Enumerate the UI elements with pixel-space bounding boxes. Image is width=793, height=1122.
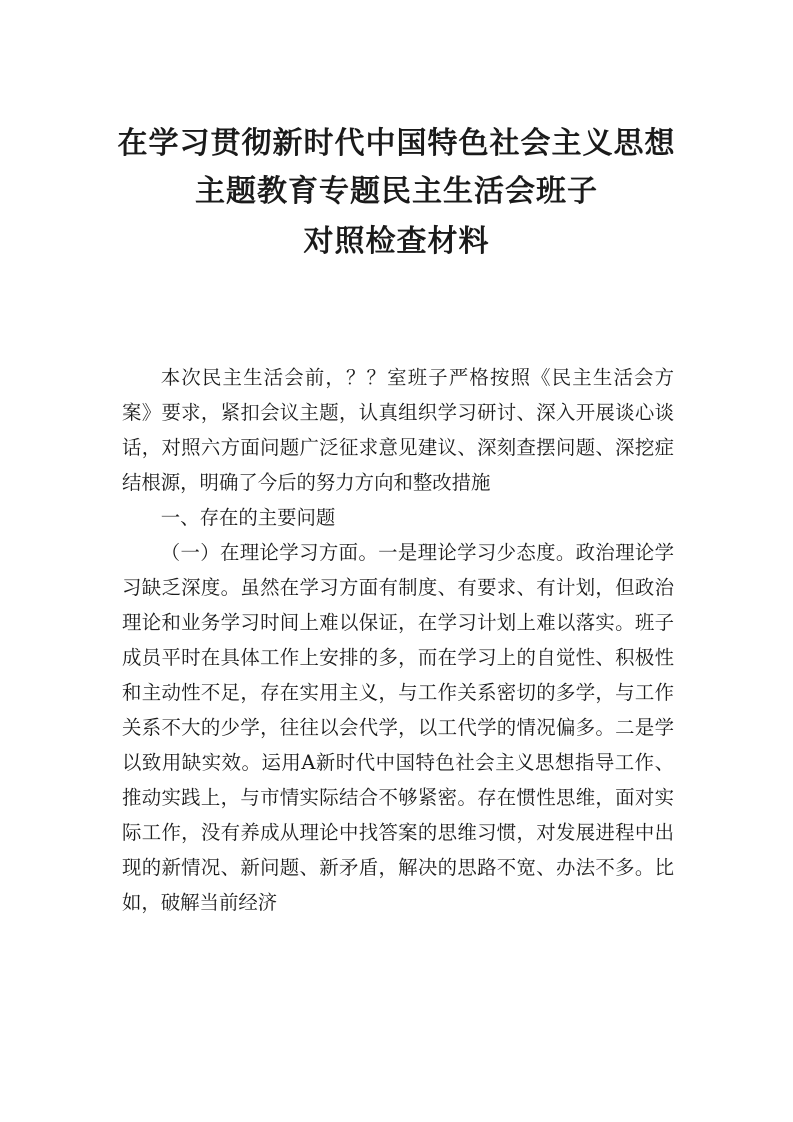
document-title-line-2: 主题教育专题民主生活会班子 <box>195 174 598 209</box>
intro-paragraph: 本次民主生活会前，？？室班子严格按照《民主生活会方案》要求，紧扣会议主题，认真组织学习研讨、深入开展谈心谈话，对照六方面问题广泛征求意见建议、深刻查摆问题、深挖症结根源，明确了今后的努力方向和整改措施 <box>122 366 674 494</box>
theory-study-paragraph: （一）在理论学习方面。一是理论学习少态度。政治理论学习缺乏深度。虽然在学习方面有制度、有要求、有计划，但政治理论和业务学习时间上难以保证，在学习计划上难以落实。班子成员平时在具体工作上安排的多，而在学习上的自觉性、积极性和主动性不足，存在实用主义，与工作关系密切的多学，与工作关系不大的少学，往往以会代学，以工代学的情况偏多。二是学以致用缺实效。运用A新时代中国特色社会主义思想指导工作、推动实践上，与市情实际结合不够紧密。存在惯性思维，面对实际工作，没有养成从理论中找答案的思维习惯，对发展进程中出现的新情况、新问题、新矛盾，解决的思路不宽、办法不多。比如，破解当前经济 <box>122 541 674 914</box>
section-heading: 一、存在的主要问题 <box>160 506 336 529</box>
document-body <box>122 360 674 920</box>
document-title-line-1: 在学习贯彻新时代中国特色社会主义思想 <box>117 126 676 161</box>
document-title-line-3: 对照检查材料 <box>303 224 490 259</box>
